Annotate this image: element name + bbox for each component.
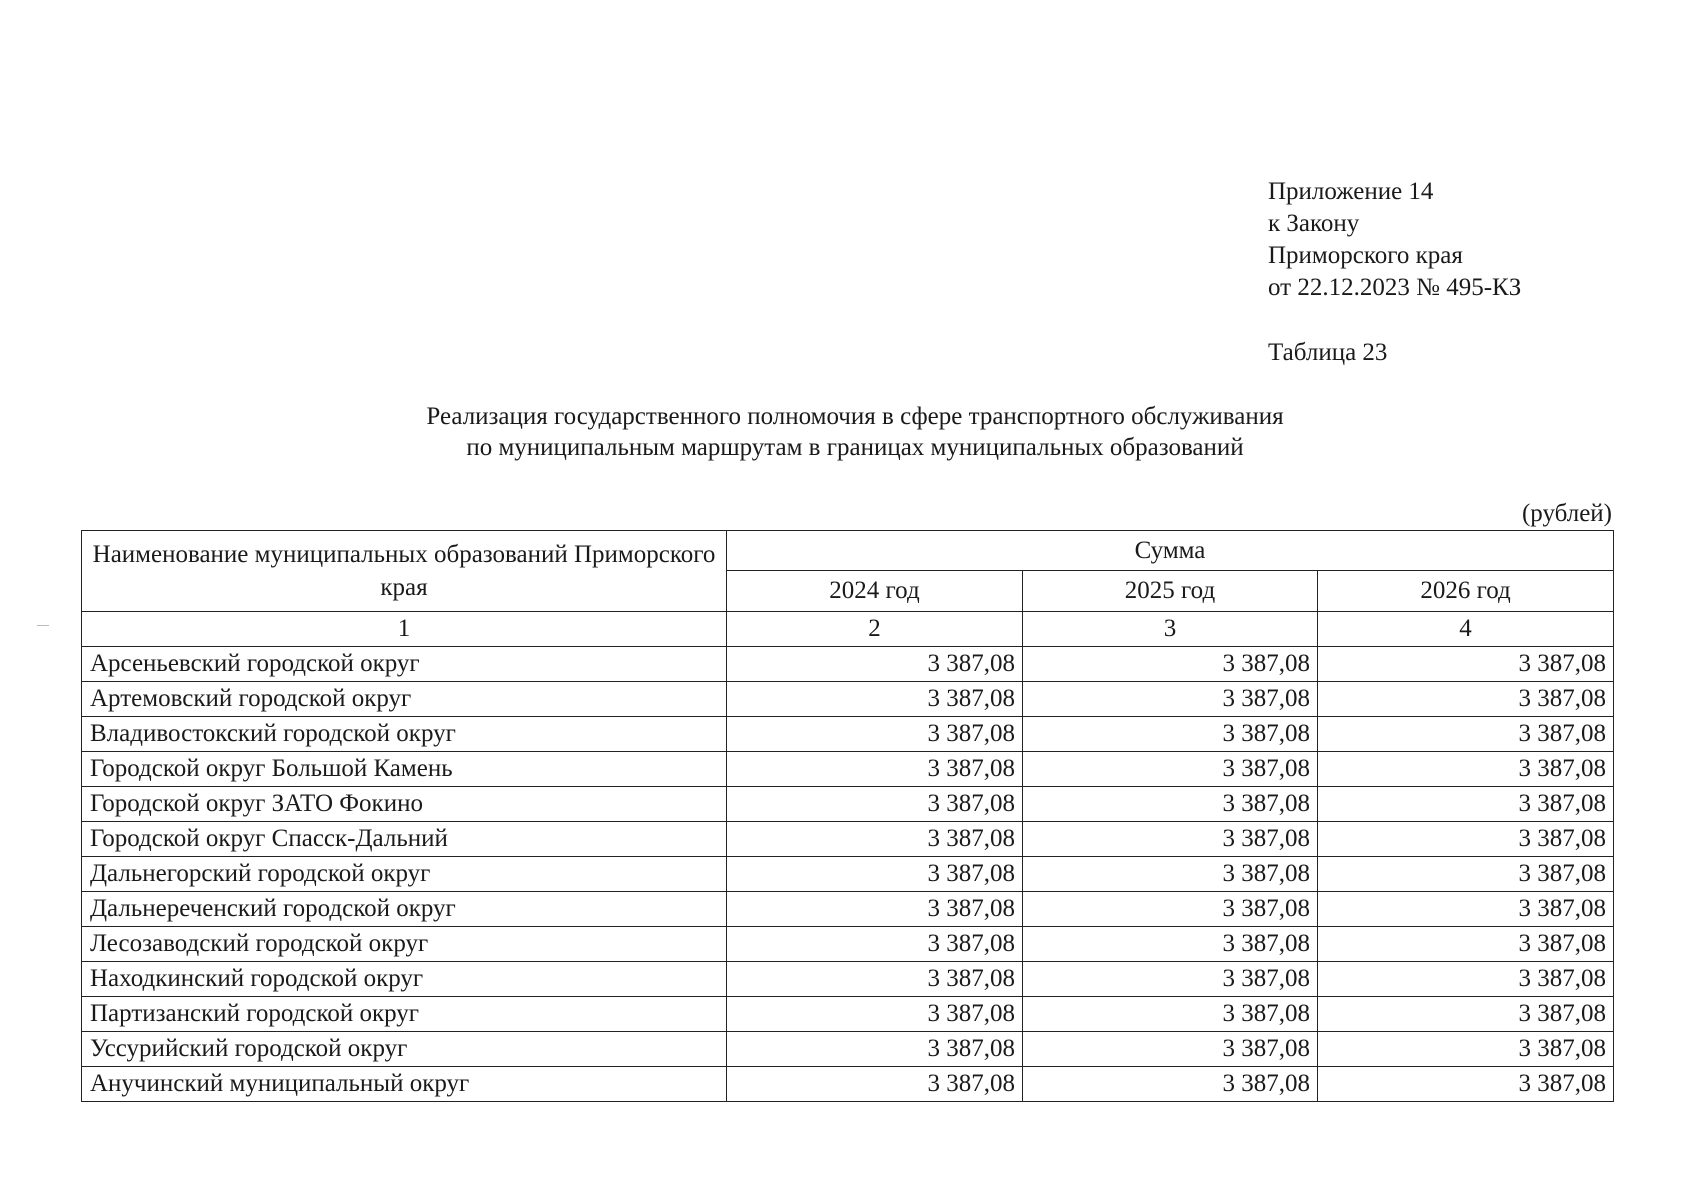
municipality-name-cell: Городской округ Спасск-Дальний [82,822,727,857]
table-row [82,682,1614,717]
amount-2026-cell: 3 387,08 [1318,717,1614,752]
municipality-name-cell: Городской округ ЗАТО Фокино [82,787,727,822]
header-year-2026: 2026 год [1318,571,1614,612]
allocation-table [81,530,1614,1102]
table-row [82,1032,1614,1067]
table-row [82,857,1614,892]
amount-2025-cell: 3 387,08 [1023,822,1318,857]
municipality-name-cell: Находкинский городской округ [82,962,727,997]
units-label: (рублей) [1521,500,1612,527]
amount-2026-cell: 3 387,08 [1318,962,1614,997]
appendix-block [1268,176,1521,304]
municipality-name-cell: Партизанский городской округ [82,997,727,1032]
municipality-name-cell: Арсеньевский городской округ [82,647,727,682]
amount-2024-cell: 3 387,08 [727,822,1023,857]
amount-2025-cell: 3 387,08 [1023,927,1318,962]
municipality-name-cell: Анучинский муниципальный округ [82,1067,727,1102]
amount-2026-cell: 3 387,08 [1318,682,1614,717]
header-year-2024: 2024 год [727,571,1023,612]
municipality-name-cell: Городской округ Большой Камень [82,752,727,787]
amount-2024-cell: 3 387,08 [727,682,1023,717]
amount-2024-cell: 3 387,08 [727,647,1023,682]
amount-2025-cell: 3 387,08 [1023,962,1318,997]
amount-2026-cell: 3 387,08 [1318,927,1614,962]
amount-2025-cell: 3 387,08 [1023,1067,1318,1102]
column-number-row [82,612,1614,647]
amount-2024-cell: 3 387,08 [727,717,1023,752]
column-number: 2 [727,612,1023,647]
amount-2026-cell: 3 387,08 [1318,1032,1614,1067]
municipality-name-cell: Артемовский городской округ [82,682,727,717]
amount-2024-cell: 3 387,08 [727,787,1023,822]
amount-2024-cell: 3 387,08 [727,1032,1023,1067]
amount-2025-cell: 3 387,08 [1023,1032,1318,1067]
column-number: 3 [1023,612,1318,647]
amount-2024-cell: 3 387,08 [727,752,1023,787]
table-row [82,1067,1614,1102]
amount-2025-cell: 3 387,08 [1023,717,1318,752]
amount-2024-cell: 3 387,08 [727,857,1023,892]
amount-2026-cell: 3 387,08 [1318,822,1614,857]
table-row [82,787,1614,822]
appendix-date-number: от 22.12.2023 № 495-КЗ [1268,274,1522,301]
municipality-name-cell: Дальнегорский городской округ [82,857,727,892]
margin-mark [37,625,49,626]
amount-2025-cell: 3 387,08 [1023,647,1318,682]
amount-2026-cell: 3 387,08 [1318,857,1614,892]
amount-2025-cell: 3 387,08 [1023,682,1318,717]
title-line-1: Реализация государственного полномочия в сфере транспортного обслуживания [426,403,1284,430]
appendix-law-ref: к Закону [1268,210,1360,237]
table-row [82,822,1614,857]
municipality-name-cell: Уссурийский городской округ [82,1032,727,1067]
header-year-2025: 2025 год [1023,571,1318,612]
amount-2025-cell: 3 387,08 [1023,857,1318,892]
amount-2026-cell: 3 387,08 [1318,647,1614,682]
table-row [82,647,1614,682]
amount-2025-cell: 3 387,08 [1023,752,1318,787]
amount-2026-cell: 3 387,08 [1318,892,1614,927]
table-row [82,717,1614,752]
title-line-2: по муниципальным маршрутам в границах муниципальных образований [466,434,1244,461]
amount-2024-cell: 3 387,08 [727,962,1023,997]
amount-2026-cell: 3 387,08 [1318,1067,1614,1102]
amount-2025-cell: 3 387,08 [1023,997,1318,1032]
table-row [82,997,1614,1032]
header-row [82,531,1614,571]
table-row [82,927,1614,962]
column-number: 1 [82,612,727,647]
header-name-cell: Наименование муниципальных образований Приморского края [82,531,727,612]
amount-2026-cell: 3 387,08 [1318,752,1614,787]
table-row [82,892,1614,927]
amount-2024-cell: 3 387,08 [727,927,1023,962]
amount-2024-cell: 3 387,08 [727,997,1023,1032]
municipality-name-cell: Лесозаводский городской округ [82,927,727,962]
header-sum-cell: Сумма [727,531,1614,571]
amount-2025-cell: 3 387,08 [1023,787,1318,822]
amount-2026-cell: 3 387,08 [1318,787,1614,822]
amount-2025-cell: 3 387,08 [1023,892,1318,927]
municipality-name-cell: Дальнереченский городской округ [82,892,727,927]
document-title [0,401,1698,463]
appendix-region: Приморского края [1268,242,1463,269]
column-number: 4 [1318,612,1614,647]
table-row [82,752,1614,787]
municipality-name-cell: Владивостокский городской округ [82,717,727,752]
table-row [82,962,1614,997]
amount-2024-cell: 3 387,08 [727,892,1023,927]
appendix-number: Приложение 14 [1268,178,1434,205]
amount-2024-cell: 3 387,08 [727,1067,1023,1102]
amount-2026-cell: 3 387,08 [1318,997,1614,1032]
table-number: Таблица 23 [1268,339,1388,366]
